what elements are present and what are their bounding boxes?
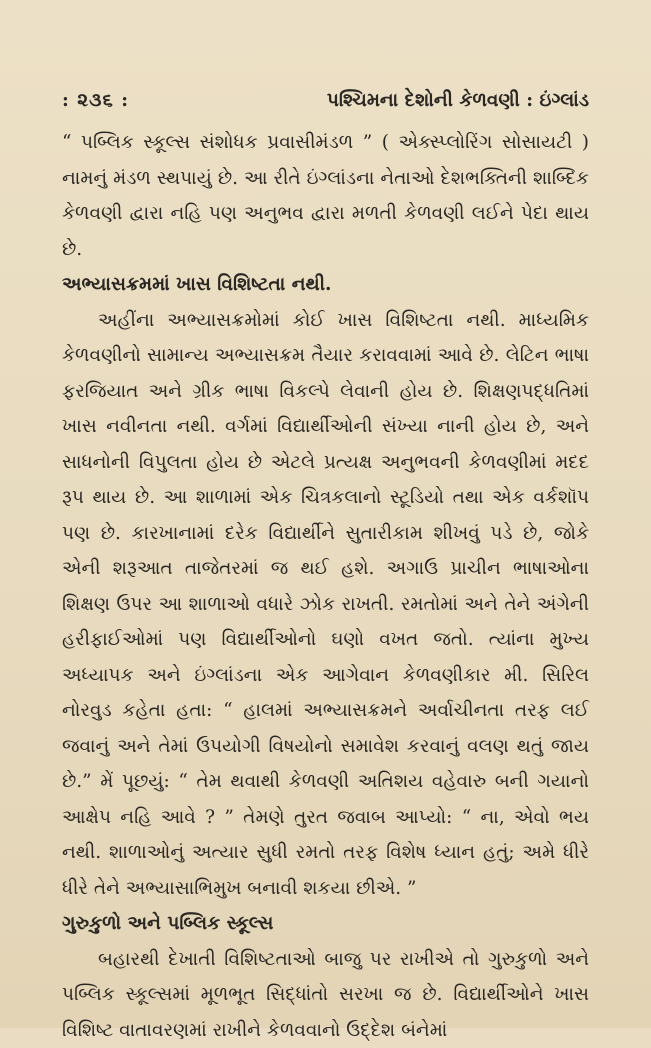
paragraph-intro: “ પબ્લિક સ્કૂલ્સ સંશોધક પ્રવાસીમંડળ ” ( એક્સ્પ્લોરિંગ સોસાયટી ) નામનું મંડળ સ્થપાયું છે. આ રીતે ઇંગ્લાંડના નેતાઓ દેશભક્તિની શાબ્દિક કેળવણી દ્વારા નહિ પણ અનુભવ દ્વારા મળતી કેળવણી લઈને પેદા થાય છે. <box>62 125 589 267</box>
page-number: : ૨૩૬ : <box>62 90 129 111</box>
paragraph-curriculum: અહીંના અભ્યાસક્રમોમાં કોઈ ખાસ વિશિષ્ટતા નથી. માધ્યમિક કેળવણીનો સામાન્ય અભ્યાસક્રમ તૈયાર કરાવવામાં આવે છે. લેટિન ભાષા ફરજિયાત અને ગ્રીક ભાષા વિકલ્પે લેવાની હોય છે. શિક્ષણપદ્ધતિમાં ખાસ નવીનતા નથી. વર્ગમાં વિદ્યાર્થીઓની સંખ્યા નાની હોય છે, અને સાધનોની વિપુલતા હોય છે એટલે પ્રત્યક્ષ અનુભવની કેળવણીમાં મદદ રૂપ થાય છે. આ શાળામાં એક ચિત્રકલાનો સ્ટૂડિયો તથા એક વર્કશૉપ પણ છે. કારખાનામાં દરેક વિદ્યાર્થીને સુતારીકામ શીખવું પડે છે, જોકે એની શરૂઆત તાજેતરમાં જ થઈ હશે. અગાઉ પ્રાચીન ભાષાઓના શિક્ષણ ઉપર આ શાળાઓ વધારે ઝોક રાખતી. રમતોમાં અને તેને અંગેની હરીફાઈઓમાં પણ વિદ્યાર્થીઓનો ઘણો વખત જતો. ત્યાંના મુખ્ય અધ્યાપક અને ઇંગ્લાંડના એક આગેવાન કેળવણીકાર મી. સિરિલ નોરવુડ કહેતા હતા: “ હાલમાં અભ્યાસક્રમને અર્વાચીનતા તરફ લઈ જવાનું અને તેમાં ઉપયોગી વિષયોનો સમાવેશ કરવાનું વલણ થતું જાય છે.” મેં પૂછયું: “ તેમ થવાથી કેળવણી અતિશય વહેવારુ બની ગયાનો આક્ષેપ નહિ આવે ? ” તેમણે તુરત જવાબ આપ્યો: “ ના, એવો ભય નથી. શાળાઓનું અત્યાર સુધી રમતો તરફ વિશેષ ધ્યાન હતું; અમે ધીરે ધીરે તેને અભ્યાસાભિમુખ બનાવી શકયા છીએ. ” <box>62 303 589 907</box>
running-title: પશ્ચિમના દેશોની કેળવણી : ઇંગ્લાંડ <box>327 90 589 111</box>
section-heading-curriculum: અભ્યાસક્રમમાં ખાસ વિશિષ્ટતા નથી. <box>62 267 589 303</box>
section-heading-gurukul: ગુરુકુળો અને પબ્લિક સ્કૂલ્સ <box>62 906 589 942</box>
page-header <box>62 90 589 111</box>
paragraph-gurukul: બહારથી દેખાતી વિશિષ્ટતાઓ બાજુ પર રાખીએ તો ગુરુકુળો અને પબ્લિક સ્કૂલ્સમાં મૂળભૂત સિદ્ધાંતો સરખા જ છે. વિદ્યાર્થીઓને ખાસ વિશિષ્ટ વાતાવરણમાં રાખીને કેળવવાનો ઉદ્દેશ બંનેમાં <box>62 942 589 1048</box>
